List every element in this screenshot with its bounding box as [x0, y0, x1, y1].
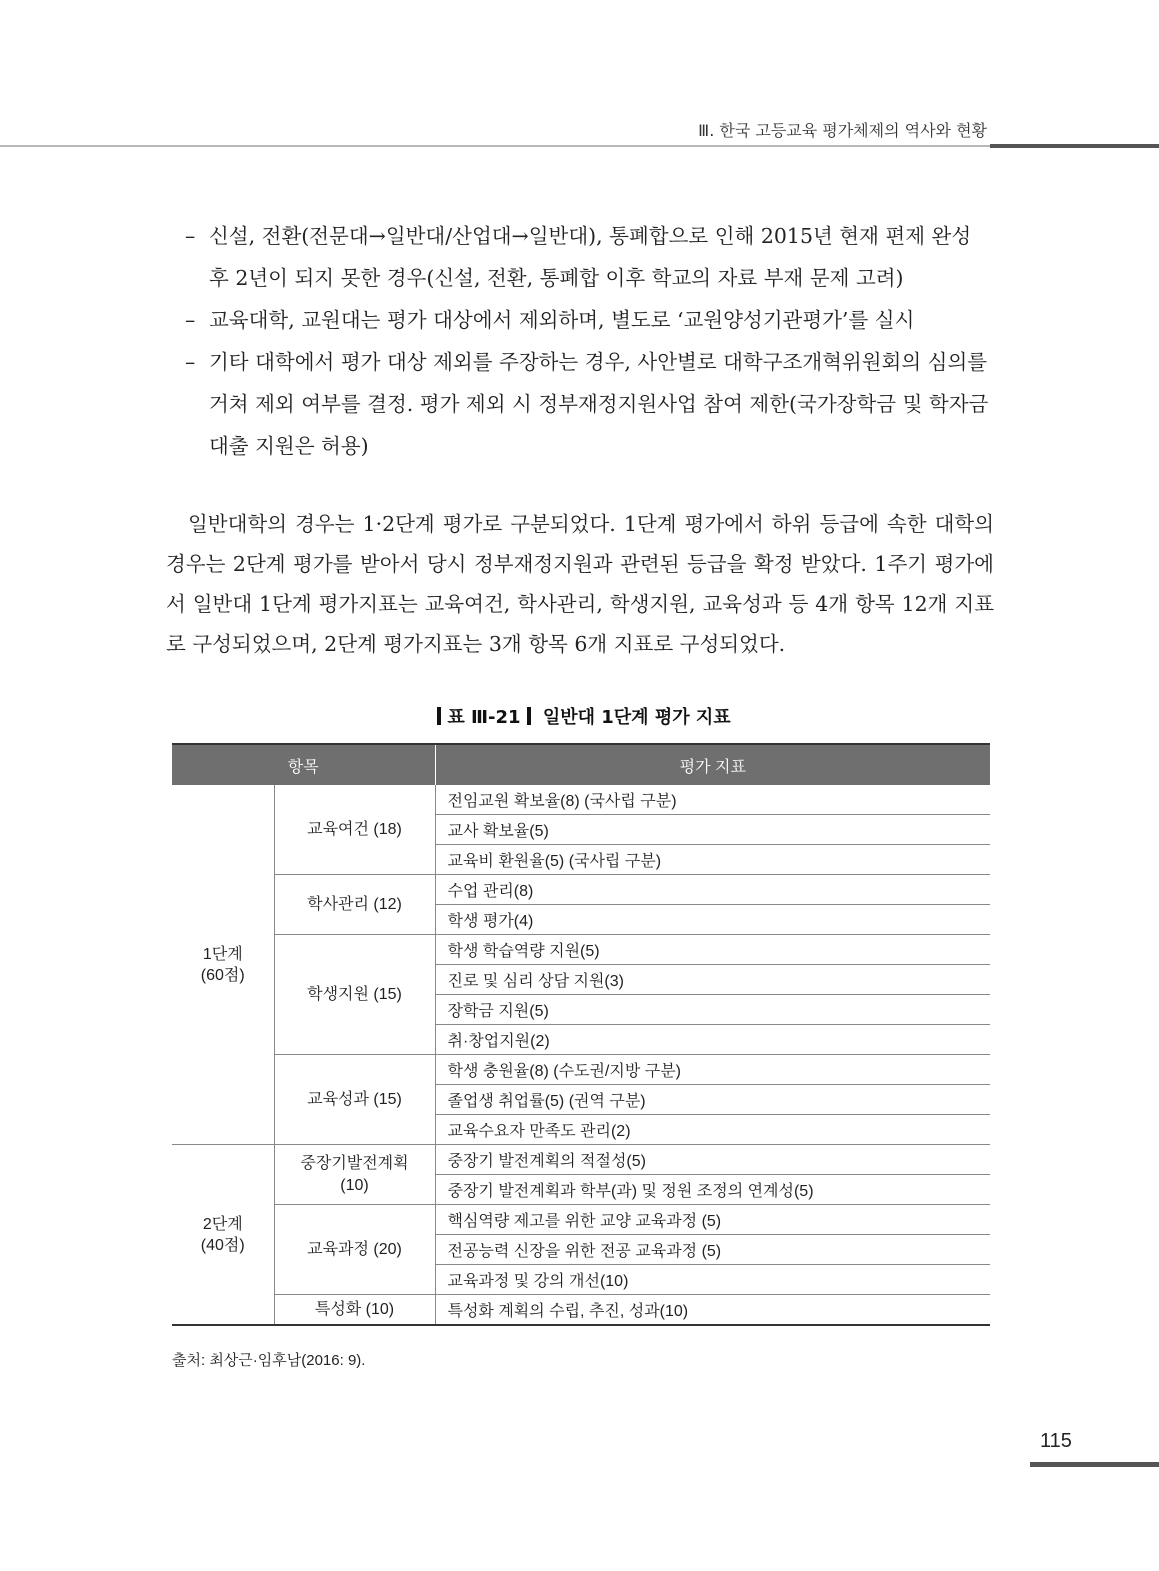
indicator-cell: 교육비 환원율(5) (국사립 구분) — [435, 845, 990, 875]
header-rule — [0, 145, 990, 147]
header-rule-accent — [990, 144, 1159, 148]
indicator-cell: 수업 관리(8) — [435, 875, 990, 905]
item-cell — [274, 1145, 435, 1205]
table-row — [172, 1205, 990, 1235]
caption-bar-right — [527, 707, 531, 725]
indicator-cell: 교육수요자 만족도 관리(2) — [435, 1115, 990, 1145]
caption-title: 일반대 1단계 평가 지표 — [542, 707, 731, 728]
table-row — [172, 1295, 990, 1326]
bullet-text: 교육대학, 교원대는 평가 대상에서 제외하며, 별도로 ‘교원양성기관평가’를 실시 — [209, 308, 915, 332]
indicator-cell: 진로 및 심리 상담 지원(3) — [435, 965, 990, 995]
item-cell: 학사관리 (12) — [274, 875, 435, 935]
stage-1-cell — [172, 785, 274, 1145]
indicator-cell: 특성화 계획의 수립, 추진, 성과(10) — [435, 1295, 990, 1326]
indicator-cell: 교육과정 및 강의 개선(10) — [435, 1265, 990, 1295]
indicator-cell: 중장기 발전계획의 적절성(5) — [435, 1145, 990, 1175]
indicator-cell: 학생 학습역량 지원(5) — [435, 935, 990, 965]
indicator-cell: 중장기 발전계획과 학부(과) 및 정원 조정의 연계성(5) — [435, 1175, 990, 1205]
bullet-list — [185, 215, 995, 467]
item-line: (10) — [340, 1176, 369, 1194]
caption-bar-left — [437, 707, 441, 725]
item-line: 중장기발전계획 — [300, 1154, 409, 1172]
table-row — [172, 1145, 990, 1175]
bullet-item — [185, 299, 995, 341]
stage-2-label: 2단계 — [202, 1215, 243, 1233]
item-cell: 특성화 (10) — [274, 1295, 435, 1326]
body-paragraph: 일반대학의 경우는 1·2단계 평가로 구분되었다. 1단계 평가에서 하위 등급에 속한 대학의 경우는 2단계 평가를 받아서 당시 정부재정지원과 관련된 등급을 확정 받았다. 1주기 평가에서 일반대 1단계 평가지표는 교육여건, 학사관리, 학생지원, 교육성과 등 4개 항목 12개 지표로 구성되었으며, 2단계 평가지표는 3개 항목 6개 지표로 구성되었다. — [166, 512, 994, 656]
bullet-item — [185, 341, 995, 467]
bullet-dash: – — [185, 308, 196, 332]
bullet-dash: – — [185, 224, 196, 248]
stage-1-label: 1단계 — [202, 945, 243, 963]
footer-rule — [1030, 1462, 1159, 1467]
indicator-cell: 전공능력 신장을 위한 전공 교육과정 (5) — [435, 1235, 990, 1265]
item-cell: 교육성과 (15) — [274, 1055, 435, 1145]
table-row — [172, 785, 990, 815]
indicator-cell: 장학금 지원(5) — [435, 995, 990, 1025]
stage-2-points: (40점) — [200, 1236, 245, 1254]
bullet-text: 기타 대학에서 평가 대상 제외를 주장하는 경우, 사안별로 대학구조개혁위원회의 심의를 거쳐 제외 여부를 결정. 평가 제외 시 정부재정지원사업 참여 제한(국가장학금 및 학자금 대출 지원은 허용) — [209, 350, 989, 458]
header-item: 항목 — [172, 744, 435, 785]
table-row — [172, 1055, 990, 1085]
item-cell: 교육여건 (18) — [274, 785, 435, 875]
indicator-cell: 학생 평가(4) — [435, 905, 990, 935]
table-caption — [172, 703, 990, 729]
header-indicator: 평가 지표 — [435, 744, 990, 785]
stage-1-points: (60점) — [200, 966, 245, 984]
item-cell: 교육과정 (20) — [274, 1205, 435, 1295]
bullet-text: 신설, 전환(전문대→일반대/산업대→일반대), 통폐합으로 인해 2015년 현재 편제 완성 후 2년이 되지 못한 경우(신설, 전환, 통폐합 이후 학교의 자료 부재 문제 고려) — [209, 224, 972, 290]
indicator-cell: 핵심역량 제고를 위한 교양 교육과정 (5) — [435, 1205, 990, 1235]
page-number: 115 — [1040, 1430, 1072, 1452]
caption-label: 표 Ⅲ-21 — [447, 707, 521, 728]
indicator-cell: 교사 확보율(5) — [435, 815, 990, 845]
stage-2-cell — [172, 1145, 274, 1326]
table-header-row — [172, 744, 990, 785]
indicator-table — [172, 743, 990, 1326]
indicator-cell: 취·창업지원(2) — [435, 1025, 990, 1055]
indicator-cell: 학생 충원율(8) (수도권/지방 구분) — [435, 1055, 990, 1085]
table-row — [172, 935, 990, 965]
bullet-item — [185, 215, 995, 299]
running-header: Ⅲ. 한국 고등교육 평가체제의 역사와 현황 — [698, 121, 987, 140]
table-row — [172, 875, 990, 905]
bullet-dash: – — [185, 350, 196, 374]
indicator-cell: 졸업생 취업률(5) (권역 구분) — [435, 1085, 990, 1115]
table-source: 출처: 최상근·임후남(2016: 9). — [172, 1352, 366, 1369]
item-cell: 학생지원 (15) — [274, 935, 435, 1055]
indicator-cell: 전임교원 확보율(8) (국사립 구분) — [435, 785, 990, 815]
